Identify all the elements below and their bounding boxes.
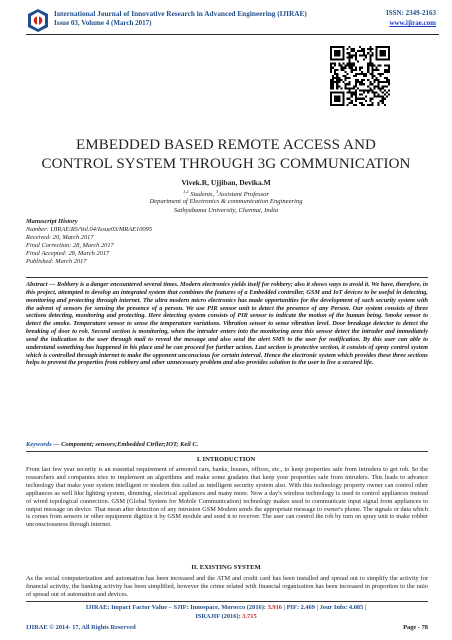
- impact-text-b: | PIF: 2.469 | Jour Info: 4.085 |: [281, 604, 367, 611]
- paper-authors: Vivek.R, Ujjiban, Devika.M: [181, 178, 271, 187]
- author-roles: [0, 189, 452, 198]
- final-correction-date: Final Correction: 28, March 2017: [26, 242, 114, 250]
- manuscript-history: [26, 218, 426, 267]
- journal-header: [8, 8, 444, 38]
- existing-system-text: As the social computerization and automation has been increased and the ATM and credit card has been installed and spread out to simplify the activity for financial activity, the banking activity has been simplified, however the crime related with financial organization has been increased in proportion to the ratio of spread out of automation and devices.: [26, 575, 428, 598]
- final-accepted-date: Final Accepted: 28, March 2017: [26, 250, 110, 258]
- journal-issue: Issue 03, Volume 4 (March 2017): [54, 19, 152, 27]
- footer-copyright: IJIRAE © 2014- 17, All Rights Reserved: [26, 624, 136, 631]
- keywords-label: Keywords —: [26, 441, 62, 448]
- paper-title-line-1: EMBEDDED BASED REMOTE ACCESS AND: [76, 137, 376, 153]
- footer-divider: [26, 601, 428, 602]
- journal-issn: ISSN: 2349-2163: [386, 9, 436, 17]
- received-date: Received: 20, March 2017: [26, 234, 94, 242]
- footer-israjif: [0, 613, 452, 620]
- published-date: Published: March 2017: [26, 258, 87, 266]
- roles-sup-1: 1,2: [182, 189, 189, 194]
- keywords-value: Component; sensors;Embedded Ctrller;IOT; Keil C.: [61, 441, 199, 448]
- manuscript-history-heading: Manuscript History: [26, 218, 78, 225]
- journal-name: International Journal of Innovative Research in Advanced Engineering (IJIRAE): [54, 9, 307, 18]
- header-divider: [26, 34, 439, 35]
- qr-code-icon: [330, 46, 390, 106]
- page-number: Page - 78: [403, 624, 428, 631]
- journal-logo-icon: [26, 8, 50, 33]
- author-university: Sathyabama University, Chennai, India: [173, 207, 279, 214]
- section-heading-existing-system: II. EXISTING SYSTEM: [191, 564, 261, 571]
- israjif-value: 3.715: [242, 613, 257, 620]
- israjif-label: ISRAJIF (2016):: [195, 613, 243, 620]
- roles-text-2: Assistant Professor: [218, 191, 270, 199]
- roles-text-1: Students,: [188, 191, 216, 199]
- journal-url-link[interactable]: www.ijirae.com: [389, 19, 436, 27]
- impact-sjif-value: 3.916: [267, 604, 282, 611]
- footer-impact-factor: [0, 604, 452, 611]
- roles-sup-2: 3: [215, 189, 219, 194]
- abstract: Abstract — Robbery is a danger encountered several times. Modern electronics yields itself for robbery; also it shows ways to avoid it. We have, therefore, in this project, attempted to develop an integrated system that combines the features of a Embedded controller, GSM and IoT devices to be useful in detecting, monitoring and protecting through internet. The ultra modern micro electronics has made opportunities for the development of such security system with the advent of sensors for sensing the presence of a person. We use PIR sensor unit to detect the presence of any Person. Our system consists of three sections detecting, monitoring and protecting. Here detecting system consists of PIR sensor to indicate the motion of the human being. Smoke sensor to detect the smoke. Temperature sensor to sense the temperature variations. Vibration sensor to sense vibration level. Door breakage detector to detect the breaking of door to rob. Second section is monitoring, when the intruder enters into the monitoring area this sensor detect the intruder and immediately send the indication to the user through mail to reveal the message and also send the alert SMS to the user for notification. By this user can able to understand something has happened in his place and he can proceed for further action. Last section is protective section, it consists of spray control system which is controlled through internet to make the opponent unconscious for certain interval. Hence the electronic system which provides these three sections helps to prevent the properties from robbery and other unnecessary problem and also provides solution to the user to live a secured life.: [26, 281, 428, 367]
- author-department: Department of Electronics & communication Engineering: [149, 198, 303, 205]
- paper-title: [0, 136, 452, 174]
- section-heading-introduction: I. INTRODUCTION: [196, 456, 256, 463]
- history-divider: [26, 277, 428, 278]
- introduction-text: From last few year security is an essential requirement of armored cars, banks, houses, offices, etc., to keep properties safe from intruders to get rob. So the researchers and companies tries to implement an algorithms and make some gradates that keep your properties safe from intruders. This leads to advance technology that make your system intelligent or modern this called as intelligent security system also. With this technology property owner can control other appliances as well like lighting system, dimming, electrical appliances and many more. Now a day's wireless technology is used to control appliances instead of wired topological connection. GSM (Global System for Mobile Communication) technology makes used to communicate input signal from appliances to output message on device. That mean after detection of any intrusion GSM Modem sends the appropriate message to owner's phone. The signals or data which is comes from sensors or other equipment digitize it by GSM module and send it to receiver. The user can control the rob by turn on spray unit to make robber unconsciousness through internet.: [26, 466, 428, 529]
- abstract-divider: [26, 451, 428, 452]
- impact-text-a: IJIRAE: Impact Factor Value – SJIF: Innospace, Morocco (2016):: [85, 604, 268, 611]
- manuscript-number: Number: IJIRAE/RS/Vol.04/Issue03/MRAE10095: [26, 226, 153, 234]
- keywords: [26, 441, 428, 448]
- paper-title-line-2: CONTROL SYSTEM THROUGH 3G COMMUNICATION: [41, 156, 411, 172]
